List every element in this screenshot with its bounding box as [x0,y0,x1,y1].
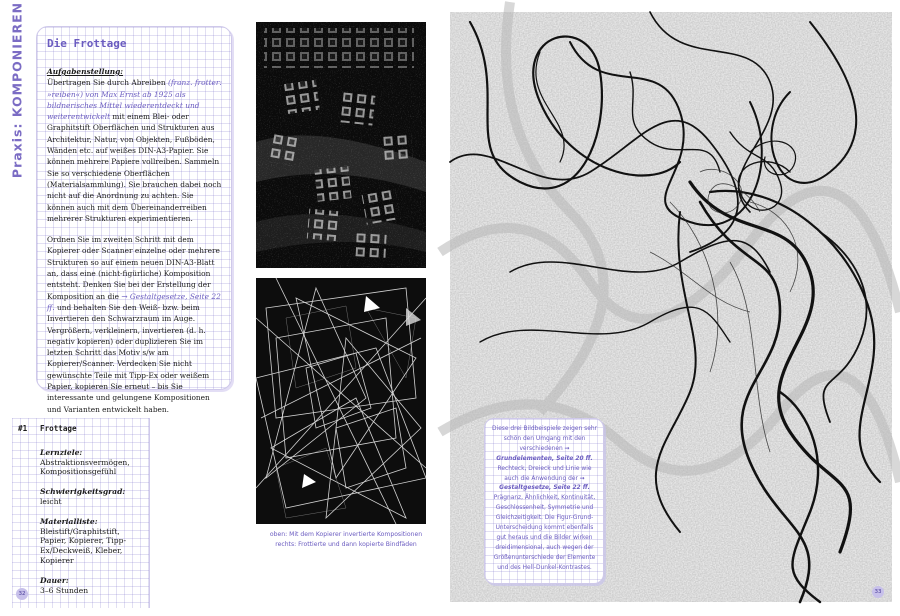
learning-goals [40,448,143,477]
task-text-2a: Ordnen Sie im zweiten Schritt mit dem Kopierer oder Scanner einzelne oder mehrere Strukturen so auf einem neuen DIN-A3-Blatt an, dass eine (nicht-figürliche) Komposition entsteht. Denken Sie bei der Erstellung der Komposition an die [47,235,220,301]
note-text-d: Prägnanz, Ähnlichkeit, Kontinuität, Geschlossenheit, Symmetrie und Gleichzeitigkeit. Die Figur-Grund-Unterscheidung kommt ebenfalls gut heraus und die Bilder wirken dreidimensional, auch wegen der Größenunterschiede der Elemente und des Hell-Dunkel-Kontrastes. [493,495,596,571]
task-highlight-1: (franz. frotter: »reiben«) von Max Ernst ab 1925 als bildnerisches Mittel wiederentdeckt und weiterentwickelt [47,78,222,122]
task-paragraph-1 [47,66,223,224]
note-card [484,418,604,584]
task-text-1b: mit einem Blei- oder Graphitstift Oberflächen und Strukturen aus Architektur, Natur, von Objekten, Fußböden, Wänden etc. auf weißes DIN-A3-Papier. Sie können mehrere Papiere vollreiben. Sammeln Sie so verschiedene Oberflächen (Materialsammlung). Sie brauchen dabei noch nicht auf die Anordnung zu achten. Sie können auch mit dem Übereinanderreiben mehrerer Strukturen experimentieren. [47,112,222,223]
triangle-composition-photo [256,278,426,524]
difficulty-value: leicht [40,496,62,506]
learning-goals-label: Lernziele: [40,447,83,457]
caption-line-right: rechts: Frottierte und dann kopierte Bindfäden [275,541,417,548]
learning-goals-value: Abstraktionsvermögen, Kompositionsgefühl [40,457,130,477]
materials-label: Materialliste: [40,516,98,526]
chapter-side-tab [6,1,28,179]
page-number-right: 33 [872,586,884,598]
materials [40,517,143,566]
frottage-inverted-photo [256,22,426,268]
difficulty [40,487,143,507]
note-link-grundelemente[interactable]: → Grundelementen, Seite 20 ff. [496,445,593,462]
exercise-facts-box [12,418,150,608]
caption-line-top: oben: Mit dem Kopierer invertierte Kompositionen [269,531,423,538]
card-title: Die Frottage [47,37,127,50]
photo-caption [256,530,436,550]
duration-value: 3–6 Stunden [40,585,89,595]
note-text-a: Diese drei Bildbeispiele zeigen sehr schön den Umgang mit den verschiedenen [492,426,597,452]
page-number-left: 32 [16,588,28,600]
task-text-2b: und behalten Sie den Weiß- bzw. beim Invertieren den Schwarzraum im Auge. Vergrößern, verkleinern, invertieren (d. h. negativ kopieren) oder duplizieren Sie im letzten Schritt das Motiv s/w am Kopierer/Scanner. Verdecken Sie nicht gewünschte Teile mit Tipp-Ex oder weißem Papier, kopieren Sie erneut – bis Sie interessante und gelungene Kompositionen und Varianten entwickelt haben. [47,302,210,414]
duration-label: Dauer: [40,575,69,585]
card-body [47,66,223,415]
cross-reference-link[interactable]: → Gestaltgesetze, Seite 22 ff. [47,291,221,312]
task-text-1a: Übertragen Sie durch Abreiben [47,78,168,88]
exercise-name: Frottage [40,424,77,433]
chapter-side-tab-label: Praxis: KOMPONIEREN [9,1,25,179]
materials-value: Bleistift/Graphitstift, Papier, Kopierer, Tipp-Ex/Deckweiß, Kleber, Kopierer [40,526,127,565]
exercise-header [18,424,143,434]
note-link-gestaltgesetze[interactable]: → Gestaltgesetze, Seite 22 ff. [499,475,590,492]
task-paragraph-2 [47,234,223,415]
task-label: Aufgabenstellung: [47,67,124,76]
duration [40,576,143,596]
task-card [36,26,232,414]
difficulty-label: Schwierigkeitsgrad: [40,487,126,497]
note-text-c: Rechteck, Dreieck und Linie wie auch die Anwendung der [497,465,592,482]
exercise-number: #1 [18,424,28,433]
